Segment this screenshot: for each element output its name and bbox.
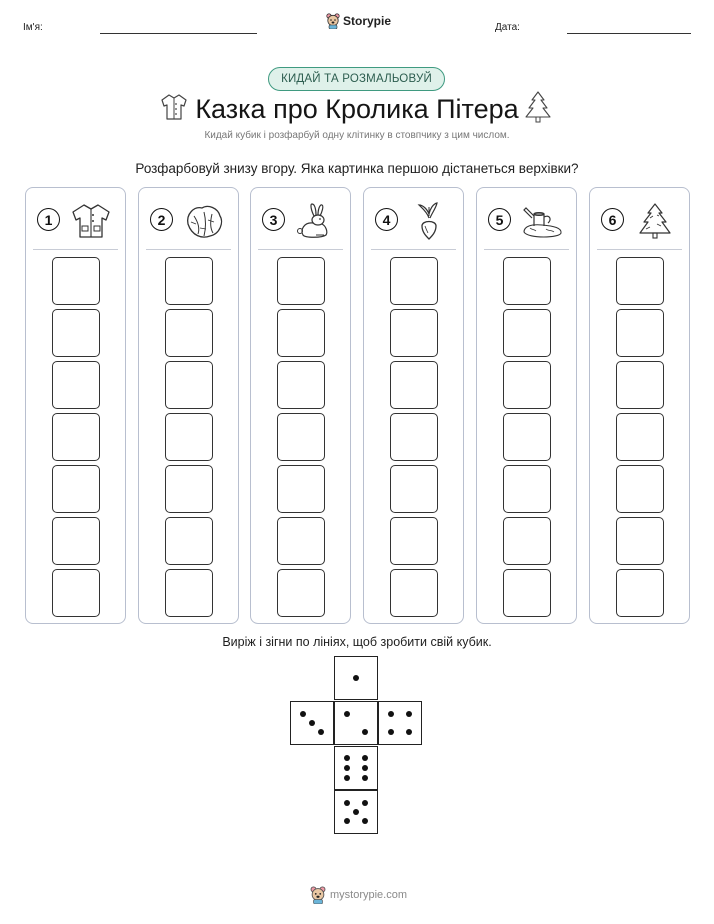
color-cell[interactable] bbox=[277, 361, 325, 409]
color-cell[interactable] bbox=[616, 569, 664, 617]
color-cell[interactable] bbox=[390, 361, 438, 409]
name-line bbox=[100, 33, 257, 34]
dice-net bbox=[290, 656, 424, 836]
color-cell[interactable] bbox=[277, 413, 325, 461]
footer bbox=[310, 886, 407, 904]
column-divider bbox=[597, 249, 682, 250]
dice-pip bbox=[362, 729, 368, 735]
color-cell[interactable] bbox=[165, 309, 213, 357]
dice-pip bbox=[309, 720, 315, 726]
page-title: Казка про Кролика Пітера bbox=[195, 94, 519, 124]
dice-face-3 bbox=[290, 701, 334, 745]
color-cell[interactable] bbox=[165, 257, 213, 305]
color-cell[interactable] bbox=[165, 413, 213, 461]
column-number: 3 bbox=[262, 208, 285, 231]
column-divider bbox=[371, 249, 456, 250]
dice-face-1 bbox=[334, 656, 378, 700]
column-number: 4 bbox=[375, 208, 398, 231]
page-subtitle: Кидай кубик і розфарбуй одну клітинку в стовпчику з цим числом. bbox=[204, 130, 510, 141]
color-cell[interactable] bbox=[52, 569, 100, 617]
lettuce-icon bbox=[182, 202, 226, 240]
color-cell[interactable] bbox=[390, 309, 438, 357]
color-cell[interactable] bbox=[503, 361, 551, 409]
dice-pip bbox=[353, 675, 359, 681]
column-number: 2 bbox=[150, 208, 173, 231]
color-cell[interactable] bbox=[52, 413, 100, 461]
date-line bbox=[567, 33, 691, 34]
color-cell[interactable] bbox=[616, 413, 664, 461]
brand-logo bbox=[326, 13, 391, 29]
dice-pip bbox=[353, 809, 359, 815]
date-label: Дата: bbox=[495, 22, 520, 33]
dice-pip bbox=[344, 765, 350, 771]
bear-logo-icon bbox=[310, 886, 326, 904]
dice-face-2 bbox=[334, 701, 378, 745]
rabbit-icon bbox=[294, 202, 338, 240]
color-cell[interactable] bbox=[616, 517, 664, 565]
fir-tree-icon bbox=[633, 202, 677, 240]
column-4 bbox=[363, 187, 464, 624]
dice-pip bbox=[300, 711, 306, 717]
column-2 bbox=[138, 187, 239, 624]
color-cell[interactable] bbox=[277, 257, 325, 305]
column-number: 1 bbox=[37, 208, 60, 231]
color-cell[interactable] bbox=[52, 257, 100, 305]
footer-url[interactable]: mystorypie.com bbox=[330, 889, 408, 901]
activity-badge: КИДАЙ ТА РОЗМАЛЬОВУЙ bbox=[268, 67, 445, 91]
cut-instruction: Виріж і зігни по лініях, щоб зробити свій кубик. bbox=[222, 635, 492, 649]
dice-pip bbox=[344, 818, 350, 824]
dice-pip bbox=[362, 800, 368, 806]
color-cell[interactable] bbox=[503, 569, 551, 617]
color-cell[interactable] bbox=[277, 569, 325, 617]
color-cell[interactable] bbox=[616, 257, 664, 305]
fir-tree-title-icon bbox=[523, 90, 553, 124]
color-cell[interactable] bbox=[503, 413, 551, 461]
column-1 bbox=[25, 187, 126, 624]
color-cell[interactable] bbox=[390, 413, 438, 461]
color-cell[interactable] bbox=[277, 465, 325, 513]
dice-face-5 bbox=[334, 790, 378, 834]
dice-pip bbox=[344, 775, 350, 781]
color-cell[interactable] bbox=[52, 465, 100, 513]
dice-pip bbox=[406, 711, 412, 717]
color-cell[interactable] bbox=[52, 517, 100, 565]
color-cell[interactable] bbox=[390, 569, 438, 617]
dice-pip bbox=[388, 711, 394, 717]
color-cell[interactable] bbox=[616, 361, 664, 409]
dice-pip bbox=[406, 729, 412, 735]
color-cell[interactable] bbox=[165, 465, 213, 513]
color-cell[interactable] bbox=[165, 517, 213, 565]
coloring-instruction: Розфарбовуй знизу вгору. Яка картинка першою дістанеться верхівки? bbox=[135, 161, 579, 176]
bear-logo-icon bbox=[326, 13, 340, 29]
jacket-icon bbox=[69, 202, 113, 240]
dice-pip bbox=[344, 800, 350, 806]
color-cell[interactable] bbox=[390, 517, 438, 565]
color-cell[interactable] bbox=[390, 257, 438, 305]
column-divider bbox=[484, 249, 569, 250]
dice-pip bbox=[344, 711, 350, 717]
dice-pip bbox=[362, 818, 368, 824]
color-cell[interactable] bbox=[277, 309, 325, 357]
color-cell[interactable] bbox=[616, 465, 664, 513]
column-5 bbox=[476, 187, 577, 624]
column-divider bbox=[258, 249, 343, 250]
color-cell[interactable] bbox=[165, 569, 213, 617]
column-number: 6 bbox=[601, 208, 624, 231]
dice-pip bbox=[318, 729, 324, 735]
color-cell[interactable] bbox=[503, 465, 551, 513]
column-divider bbox=[33, 249, 118, 250]
dice-pip bbox=[362, 765, 368, 771]
column-divider bbox=[146, 249, 231, 250]
color-cell[interactable] bbox=[52, 361, 100, 409]
watering-can-icon bbox=[520, 202, 564, 240]
column-3 bbox=[250, 187, 351, 624]
color-cell[interactable] bbox=[277, 517, 325, 565]
radish-icon bbox=[407, 202, 451, 240]
column-6 bbox=[589, 187, 690, 624]
color-cell[interactable] bbox=[503, 309, 551, 357]
brand-name: Storypie bbox=[343, 14, 392, 28]
color-cell[interactable] bbox=[390, 465, 438, 513]
dice-face-6 bbox=[334, 746, 378, 790]
dice-pip bbox=[388, 729, 394, 735]
dice-pip bbox=[362, 755, 368, 761]
color-cell[interactable] bbox=[503, 517, 551, 565]
color-cell[interactable] bbox=[503, 257, 551, 305]
column-number: 5 bbox=[488, 208, 511, 231]
color-cell[interactable] bbox=[616, 309, 664, 357]
color-cell[interactable] bbox=[165, 361, 213, 409]
dice-pip bbox=[362, 775, 368, 781]
color-cell[interactable] bbox=[52, 309, 100, 357]
dice-face-4 bbox=[378, 701, 422, 745]
name-label: Ім'я: bbox=[23, 22, 43, 33]
dice-pip bbox=[344, 755, 350, 761]
